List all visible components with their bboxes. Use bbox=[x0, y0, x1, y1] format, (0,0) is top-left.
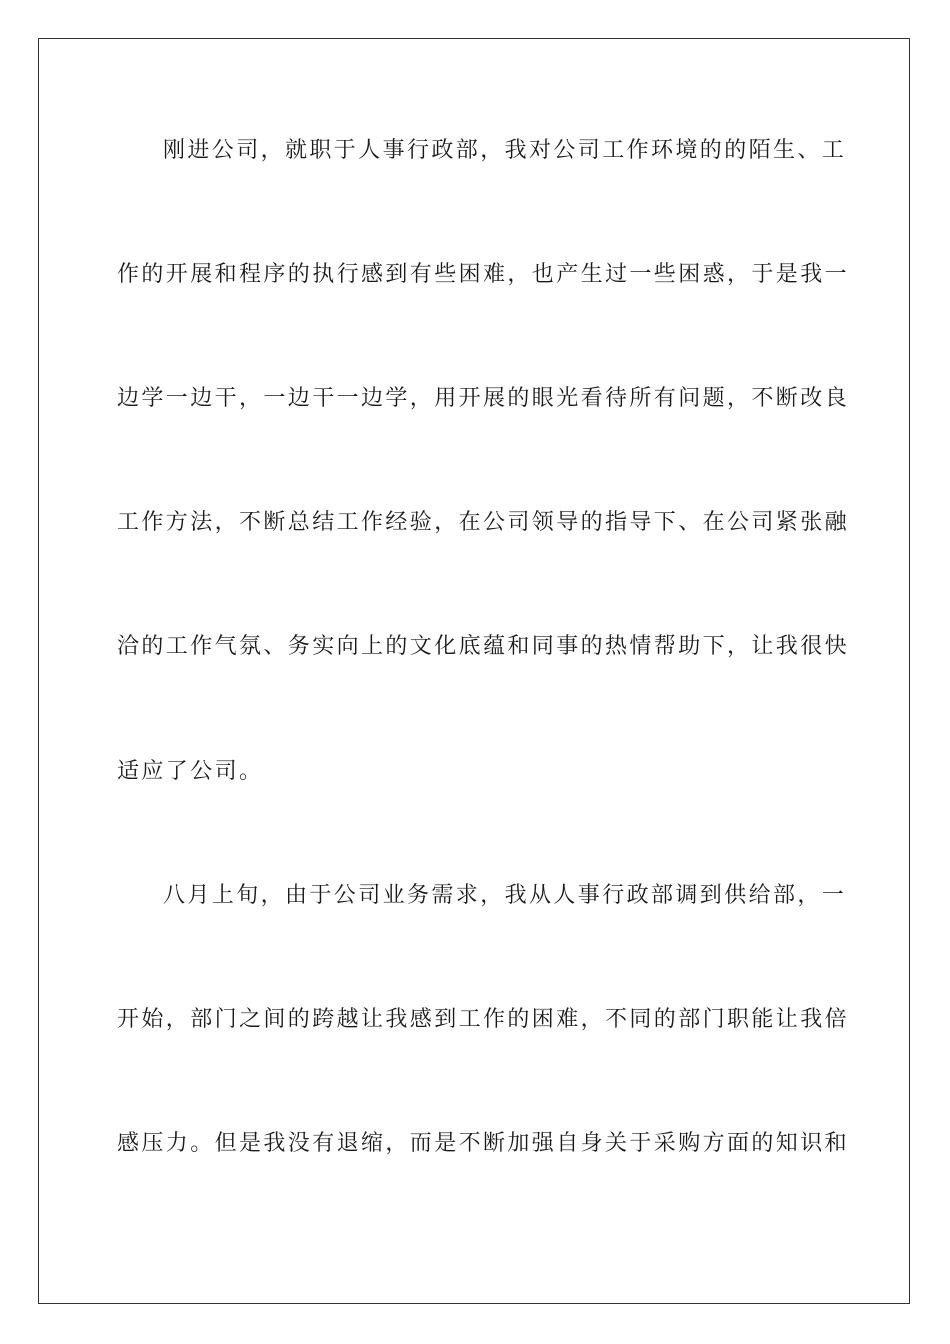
paragraph-1-line-6: 适应了公司。 bbox=[117, 759, 264, 784]
page-frame bbox=[38, 38, 910, 1304]
paragraph-1-line-2: 作的开展和程序的执行感到有些困难，也产生过一些困惑，于是我一 bbox=[117, 262, 850, 287]
paragraph-1-line-4: 工作方法，不断总结工作经验，在公司领导的指导下、在公司紧张融 bbox=[117, 510, 850, 535]
paragraph-1-line-1: 刚进公司，就职于人事行政部，我对公司工作环境的的陌生、工 bbox=[163, 138, 847, 163]
paragraph-2-line-3: 感压力。但是我没有退缩，而是不断加强自身关于采购方面的知识和 bbox=[117, 1131, 850, 1156]
paragraph-2-line-2: 开始，部门之间的跨越让我感到工作的困难，不同的部门职能让我倍 bbox=[117, 1007, 850, 1032]
paragraph-1-line-3: 边学一边干，一边干一边学，用开展的眼光看待所有问题，不断改良 bbox=[117, 386, 850, 411]
paragraph-2-line-1: 八月上旬，由于公司业务需求，我从人事行政部调到供给部，一 bbox=[163, 883, 847, 908]
paragraph-1-line-5: 洽的工作气氛、务实向上的文化底蕴和同事的热情帮助下，让我很快 bbox=[117, 634, 850, 659]
